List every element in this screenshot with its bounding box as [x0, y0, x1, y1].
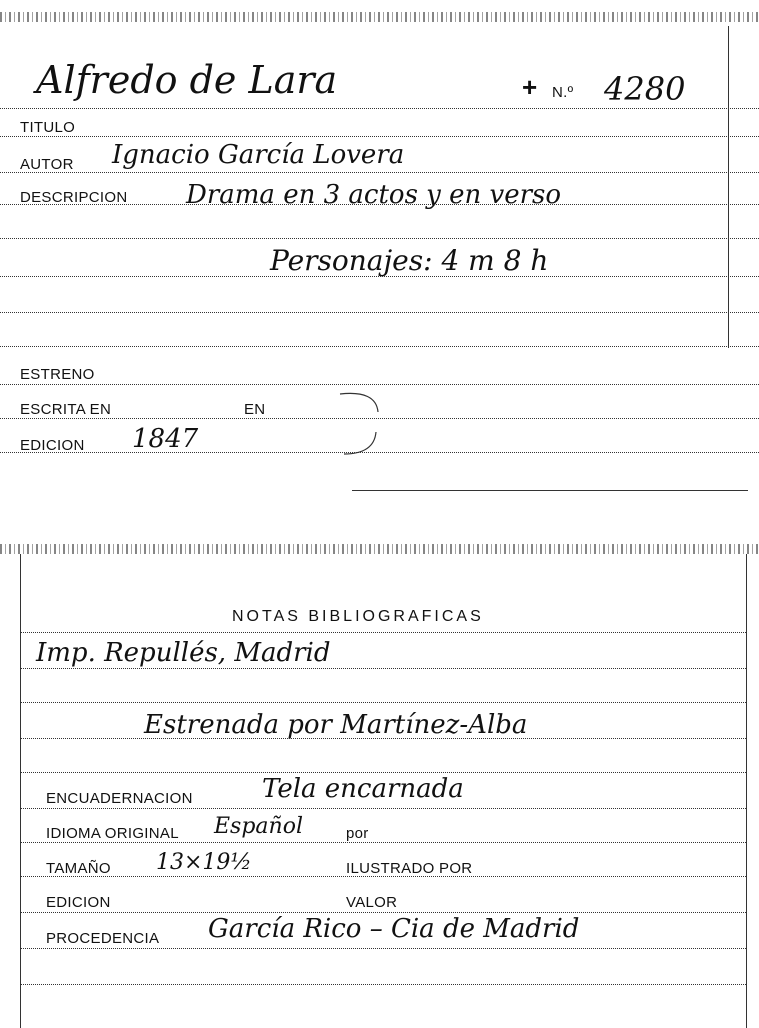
edicion-value: 1847 [132, 424, 199, 454]
idioma-original-value: Español [214, 814, 303, 839]
tamano-label: TAMAÑO [46, 860, 111, 877]
rule-line [20, 912, 746, 913]
rule-line [20, 772, 746, 773]
descripcion-label: DESCRIPCION [20, 189, 128, 206]
rule-line [0, 204, 759, 205]
catalog-card-top [0, 0, 759, 500]
rule-line [0, 276, 759, 277]
punch-hole-arc [330, 388, 390, 460]
rule-line [0, 384, 759, 385]
procedencia-label: PROCEDENCIA [46, 930, 160, 947]
valor-label: VALOR [346, 894, 398, 911]
encuadernacion-label: ENCUADERNACION [46, 790, 193, 807]
por-label: por [346, 825, 369, 842]
encuadernacion-value: Tela encarnada [262, 774, 464, 804]
titulo-label: TITULO [20, 119, 76, 136]
handwritten-title: Alfredo de Lara [36, 58, 338, 102]
card-border-right [728, 26, 729, 348]
torn-edge-bottom-card [0, 544, 759, 554]
number-label: N.º [552, 84, 574, 101]
autor-value: Ignacio García Lovera [112, 140, 405, 170]
rule-line [0, 312, 759, 313]
rule-line [0, 136, 759, 137]
rule-line [0, 172, 759, 173]
catalog-card-bottom [0, 540, 759, 1028]
rule-line [20, 984, 746, 985]
rule-line [20, 668, 746, 669]
card-border-left [20, 554, 21, 1028]
ilustrado-por-label: ILUSTRADO POR [346, 860, 473, 877]
procedencia-value: García Rico – Cia de Madrid [208, 914, 580, 944]
rule-line [20, 738, 746, 739]
rule-line [20, 632, 746, 633]
personajes-value: Personajes: 4 m 8 h [270, 244, 549, 277]
torn-edge-top [0, 12, 759, 22]
rule-line [20, 702, 746, 703]
card-bottom-edge [352, 490, 748, 491]
rule-line [20, 948, 746, 949]
rule-line [20, 876, 746, 877]
notas-heading: NOTAS BIBLIOGRAFICAS [232, 608, 484, 625]
rule-line [0, 238, 759, 239]
rule-line [0, 108, 759, 109]
edicion-label-bottom: EDICION [46, 894, 111, 911]
card-border-right [746, 554, 747, 1028]
tamano-value: 13×19½ [156, 850, 252, 875]
plus-mark: + [522, 72, 538, 102]
rule-line [0, 346, 759, 347]
note-line-2: Estrenada por Martínez-Alba [144, 710, 528, 740]
escrita-en-label: ESCRITA EN [20, 401, 112, 418]
catalog-number: 4280 [604, 70, 686, 108]
note-line-1: Imp. Repullés, Madrid [36, 638, 331, 668]
rule-line [20, 808, 746, 809]
descripcion-value: Drama en 3 actos y en verso [186, 180, 562, 210]
idioma-original-label: IDIOMA ORIGINAL [46, 825, 179, 842]
en-label: EN [244, 401, 266, 418]
rule-line [20, 842, 746, 843]
estreno-label: ESTRENO [20, 366, 95, 383]
autor-label: AUTOR [20, 156, 74, 173]
edicion-label: EDICION [20, 437, 85, 454]
